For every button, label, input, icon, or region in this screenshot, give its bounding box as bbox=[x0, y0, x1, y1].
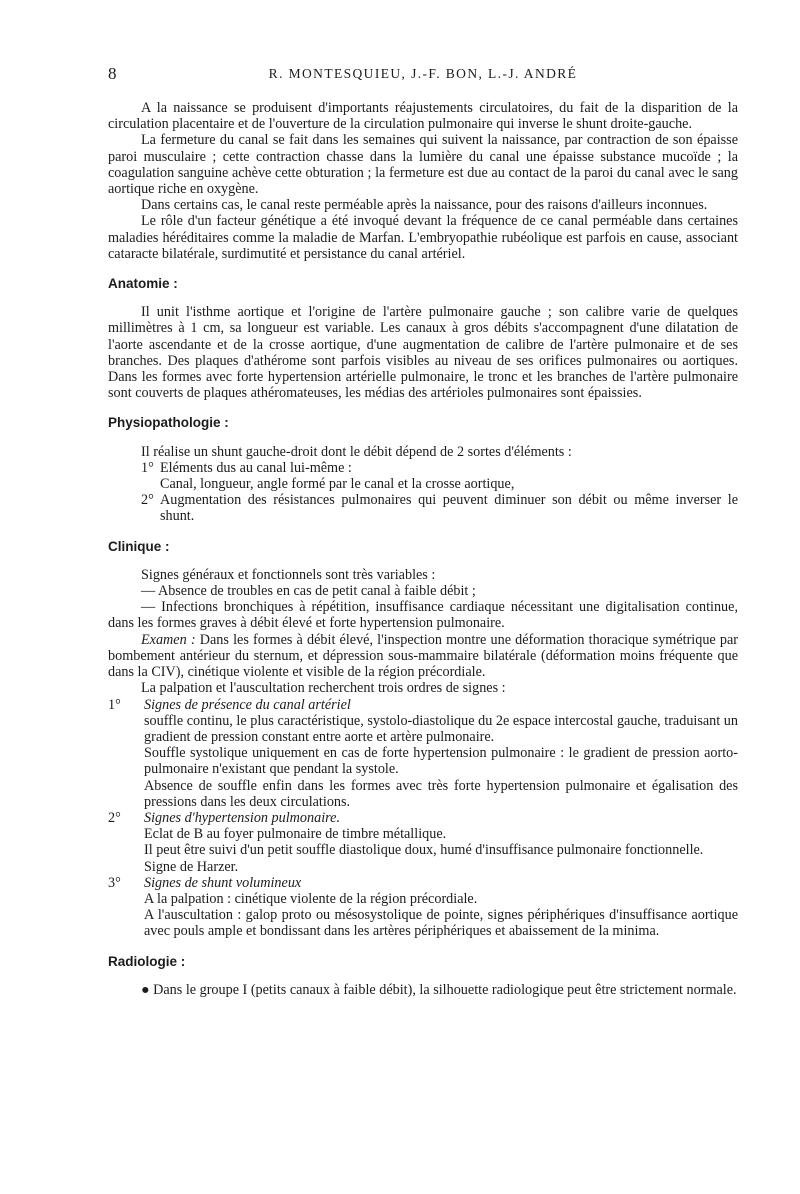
signes-heading-1 bbox=[108, 697, 738, 713]
signes-1-paragraph: Absence de souffle enfin dans les formes avec très forte hypertension pulmonaire et égalisation des pressions dans les deux circulations. bbox=[144, 777, 738, 810]
intro-paragraph: A la naissance se produisent d'importants réajustements circulatoires, du fait de la disparition de la circulation placentaire et de l'ouverture de la circulation pulmonaire qui inverse le shunt droite-gauche. bbox=[108, 100, 738, 133]
item-text: Augmentation des résistances pulmonaires qui peuvent diminuer son débit ou même inverser le shunt. bbox=[160, 492, 738, 525]
signes-1-paragraph: souffle continu, le plus caractéristique, systolo-diastolique du 2e espace intercostal gauche, traduisant un gradient de pression constant entre aorte et artère pulmonaire. bbox=[144, 712, 738, 745]
signes-heading-3 bbox=[108, 875, 738, 891]
section-heading-physiopathologie: Physiopathologie : bbox=[108, 415, 229, 431]
article-body bbox=[108, 100, 738, 998]
signes-3-paragraph: A la palpation : cinétique violente de la région précordiale. bbox=[144, 890, 478, 907]
item-number: 2° bbox=[141, 492, 154, 509]
item-title: Eléments dus au canal lui-même : bbox=[160, 459, 352, 476]
sign-number: 3° bbox=[108, 874, 121, 891]
intro-paragraph: Le rôle d'un facteur génétique a été invoqué devant la fréquence de ce canal perméable dans certaines maladies héréditaires comme la maladie de Marfan. L'embryopathie rubéolique est parfois en cause, associant cataracte bilatérale, surdimutité et persistance du canal artériel. bbox=[108, 213, 738, 262]
radiologie-paragraph: ● Dans le groupe I (petits canaux à faible débit), la silhouette radiologique peut être strictement normale. bbox=[141, 981, 737, 998]
clinique-dash-item: — Absence de troubles en cas de petit canal à faible débit ; bbox=[141, 583, 476, 600]
signes-3-paragraph: A l'auscultation : galop proto ou mésosystolique de pointe, signes périphériques d'insuffisance aortique avec pouls ample et bondissant dans les artères périphériques et abaissement de la minima. bbox=[144, 907, 738, 940]
physiopathologie-item-1 bbox=[108, 460, 738, 476]
clinique-dash-item: — Infections bronchiques à répétition, insuffisance cardiaque nécessitant une digitalisation continue, dans les formes graves à débit élevé et forte hypertension pulmonaire. bbox=[108, 599, 738, 632]
section-heading-radiologie: Radiologie : bbox=[108, 953, 186, 969]
physiopathologie-item-1-detail: Canal, longueur, angle formé par le canal et la crosse aortique, bbox=[160, 476, 515, 493]
sign-title: Signes d'hypertension pulmonaire. bbox=[144, 809, 340, 826]
clinique-examen-paragraph bbox=[108, 632, 738, 681]
sign-number: 1° bbox=[108, 696, 121, 713]
section-heading-anatomie: Anatomie : bbox=[108, 276, 178, 292]
sign-number: 2° bbox=[108, 809, 121, 826]
item-number: 1° bbox=[141, 459, 154, 476]
page-number: 8 bbox=[108, 64, 117, 83]
page-header bbox=[108, 64, 738, 84]
signes-2-paragraph: Il peut être suivi d'un petit souffle diastolique doux, humé d'insuffisance pulmonaire fonctionnelle. bbox=[144, 842, 704, 859]
examen-label: Examen : bbox=[141, 631, 196, 648]
intro-paragraph: La fermeture du canal se fait dans les semaines qui suivent la naissance, par contraction de son épaisse paroi musculaire ; cette contraction chasse dans la lumière du canal une épaisse substance mucoïde ; la coagulation sanguine achève cette obturation ; la fermeture est due au contact de la paroi du canal avec le sang aortique riche en oxygène. bbox=[108, 132, 738, 198]
sign-title: Signes de shunt volumineux bbox=[144, 874, 302, 891]
clinique-signes-intro: Signes généraux et fonctionnels sont très variables : bbox=[141, 566, 436, 583]
signes-2-paragraph: Signe de Harzer. bbox=[144, 858, 239, 875]
examen-text: Dans les formes à débit élevé, l'inspection montre une déformation thoracique symétrique par bombement antérieur du sternum, et dépression sous-mammaire bilatérale (déformation moins fréquente que dans la CIV), cinétique violente et visible de la région précordiale. bbox=[108, 631, 739, 681]
anatomie-paragraph: Il unit l'isthme aortique et l'origine de l'artère pulmonaire gauche ; son calibre varie de quelques millimètres à 1 cm, sa longueur est variable. Les canaux à gros débits s'accompagnent d'une dilatation de l'aorte ascendante et de la crosse aortique, d'une augmentation de calibre de l'artère pulmonaire et de ses branches. Des plaques d'athérome sont parfois visibles au niveau de ses orifices pulmonaires ou aortiques. Dans les formes avec forte hypertension artérielle pulmonaire, le tronc et les branches de l'artère pulmonaire sont couverts de plaques athéromateuses, les médias des artérioles pulmonaires sont épaissies. bbox=[108, 304, 738, 402]
physiopathologie-intro: Il réalise un shunt gauche-droit dont le débit dépend de 2 sortes d'éléments : bbox=[141, 443, 572, 460]
clinique-palpation: La palpation et l'auscultation recherchent trois ordres de signes : bbox=[141, 680, 506, 697]
signes-1-paragraph: Souffle systolique uniquement en cas de forte hypertension pulmonaire : le gradient de pression aorto-pulmonaire n'existant que pendant la systole. bbox=[144, 745, 738, 778]
physiopathologie-item-2 bbox=[108, 492, 738, 524]
section-heading-clinique: Clinique : bbox=[108, 538, 170, 554]
intro-paragraph: Dans certains cas, le canal reste perméable après la naissance, pour des raisons d'ailleurs inconnues. bbox=[141, 197, 708, 214]
running-title: R. MONTESQUIEU, J.-F. BON, L.-J. ANDRÉ bbox=[268, 66, 578, 81]
signes-heading-2 bbox=[108, 810, 738, 826]
sign-title: Signes de présence du canal artériel bbox=[144, 696, 351, 713]
signes-2-paragraph: Eclat de B au foyer pulmonaire de timbre métallique. bbox=[144, 826, 447, 843]
